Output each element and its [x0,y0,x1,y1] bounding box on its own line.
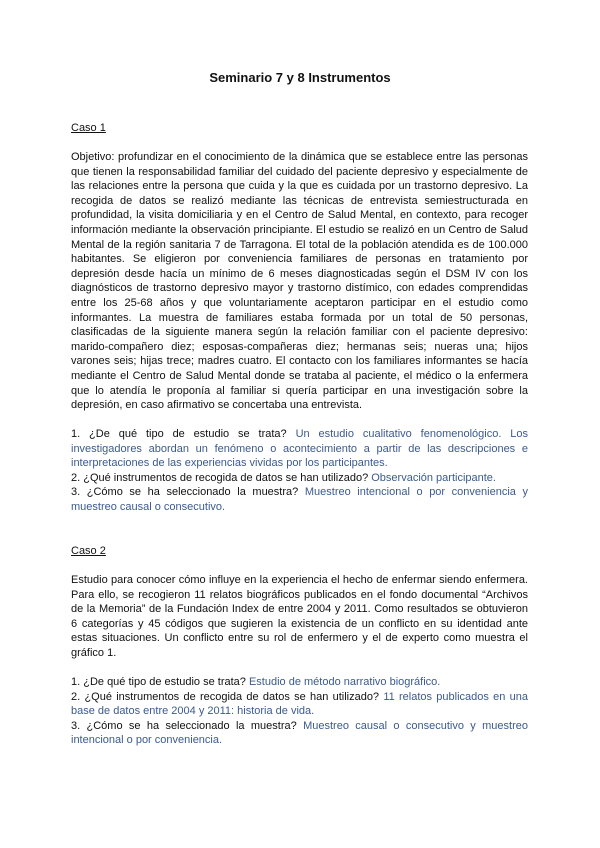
answer-text: Muestreo causal o consecutivo y muestreo intencional o por conveniencia. [71,719,528,747]
case1-question-3 [71,485,528,514]
answer-text: Estudio de método narrativo biográfico. [248,676,441,688]
case2-question-1 [71,675,528,690]
case2-question-2 [71,690,528,719]
answer-text: 11 relatos publicados en una base de datos entre 2004 y 2011: historia de vida. [71,690,529,718]
case2-body [71,573,528,661]
question-text: 3. ¿Cómo se ha seleccionado la muestra? [71,486,299,499]
answer-text: Observación participante. [371,471,496,484]
case1-paragraph: Objetivo: profundizar en el conocimiento de la dinámica que se establece entre las personas que tienen la responsabilidad familiar del cuidado del paciente depresivo y especialmente de las relaciones entre la persona que cuida y la que es cuidada por un trastorno depresivo. La recogida de datos se realizó mediante las técnicas de entrevista semiestructurada en profundidad, la visita domiciliaria y en el Centro de Salud Mental, en contexto, para recoger información mediante la observación principiante. El estudio se realizó en un Centro de Salud Mental de la región sanitaria 7 de Tarragona. El total de la población atendida es de 100.000 habitantes. Se eligieron por conveniencia familiares de personas en tratamiento por depresión desde hacía un mínimo de 6 meses diagnosticadas según el DSM IV con los diagnósticos de trastorno depresivo mayor y trastorno distímico, con edades comprendidas entre los 25-68 años y que voluntariamente aceptaron participar en el estudio como informantes. La muestra de familiares estaba formada por un total de 50 personas, clasificadas de la siguiente manera según la relación familiar con el paciente depresivo: marido-compañero diez; esposas-compañeras diez; hermanas seis; nueras una; hijos varones seis; hijas trece; madres cuatro. El contacto con los familiares informantes se hacía mediante el Centro de Salud Mental donde se trataba al paciente, el médico o la enfermera que lo atendía le proponía al familiar si quería participar en una investigación sobre la depresión, en caso afirmativo se concertaba una entrevista. [71,151,528,412]
question-text: 1. ¿De qué tipo de estudio se trata? [71,676,246,688]
question-text: 3. ¿Cómo se ha seleccionado la muestra? [71,719,297,732]
case2-section [71,544,528,559]
answer-text: Muestreo intencional o por conveniencia y muestreo causal o consecutivo. [71,486,528,513]
answer-text: Un estudio cualitativo fenomenológico. Los investigadores abordan un fenómeno o acontecimiento a partir de las descripciones e interpretaciones de las experiencias vividas por los participantes. [71,428,528,470]
case2-question-3 [71,719,528,748]
question-text: 2. ¿Qué instrumentos de recogida de datos se han utilizado? [71,690,380,703]
case1-question-1 [71,427,528,471]
case1-question-2 [71,471,528,486]
case1-questions [71,427,528,515]
case1-body [71,150,528,413]
question-text: 1. ¿De qué tipo de estudio se trata? [71,428,287,440]
page-title: Seminario 7 y 8 Instrumentos [209,70,391,85]
case2-heading: Caso 2 [71,545,106,557]
case2-paragraph: Estudio para conocer cómo influye en la experiencia el hecho de enfermar siendo enfermera. Para ello, se recogieron 11 relatos biográficos publicados en el fondo documental “Archivos de la Memoria” de la Fundación Index de entre 2004 y 2011. Como resultados se obtuvieron 6 categorías y 45 códigos que sugieren la existencia de un conflicto en su identidad ante estas situaciones. Un conflicto entre su rol de enfermero y el de experto como muestra el gráfico 1. [71,574,528,659]
question-text: 2. ¿Qué instrumentos de recogida de datos se han utilizado? [71,471,369,484]
case2-questions [71,675,528,748]
case1-section [71,121,528,136]
case1-heading: Caso 1 [71,122,106,134]
